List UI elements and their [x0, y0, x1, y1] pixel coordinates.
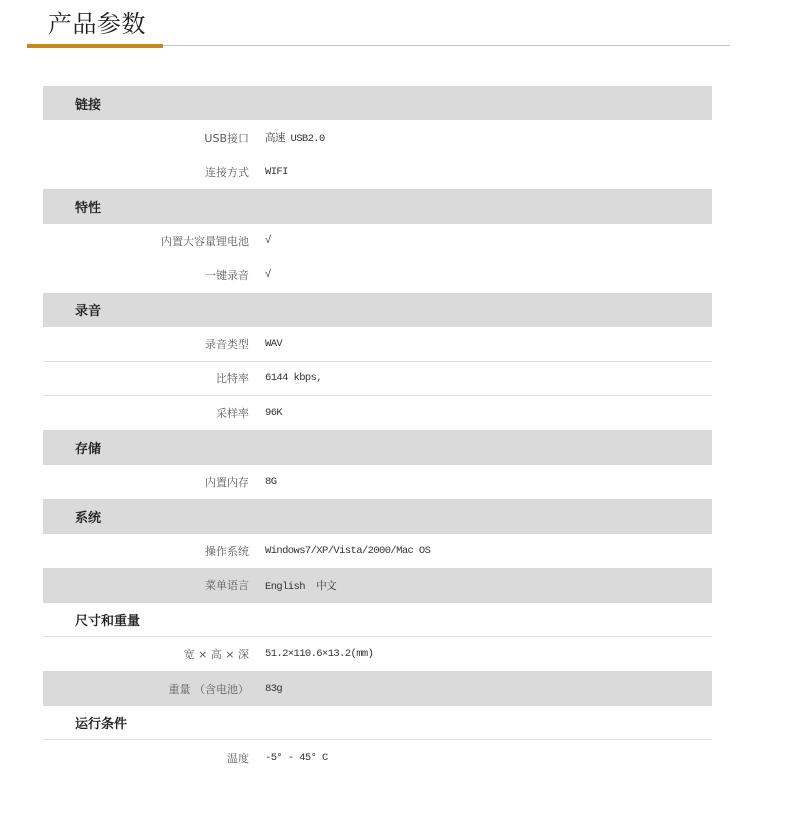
spec-label: 宽 × 高 × 深 — [183, 648, 249, 662]
section-title: 特性 — [75, 201, 102, 217]
section-header-size-weight — [43, 603, 712, 637]
page-title: 产品参数 — [48, 10, 146, 38]
title-accent-bar — [27, 44, 163, 48]
spec-row-temperature — [43, 740, 712, 774]
check-mark: √ — [265, 234, 271, 247]
spec-label: 录音类型 — [205, 337, 249, 351]
spec-row-internal-memory — [43, 465, 712, 499]
spec-row-dimensions — [43, 637, 712, 671]
spec-value: 51.2×110.6×13.2(mm) — [265, 648, 374, 661]
section-header-recording — [43, 293, 712, 327]
section-title: 系统 — [75, 510, 102, 526]
spec-label: 菜单语言 — [205, 579, 249, 593]
spec-row-menu-language — [43, 568, 712, 602]
spec-row-bitrate — [43, 362, 712, 396]
spec-label: 内置大容量锂电池 — [161, 234, 249, 248]
spec-row-weight — [43, 671, 712, 705]
spec-row-battery — [43, 224, 712, 258]
spec-row-sample-rate — [43, 396, 712, 430]
section-title: 链接 — [75, 97, 102, 113]
spec-value: Windows7/XP/Vista/2000/Mac OS — [265, 544, 431, 557]
spec-value: WAV — [265, 337, 283, 350]
spec-value: 8G — [265, 476, 277, 489]
spec-label: 比特率 — [216, 372, 249, 386]
section-header-system — [43, 499, 712, 533]
spec-label: 重量 （含电池） — [168, 682, 249, 696]
check-mark: √ — [265, 269, 271, 282]
spec-table — [43, 86, 712, 775]
spec-value: -5° - 45° C — [265, 751, 328, 764]
section-title: 存储 — [75, 442, 102, 458]
section-title: 尺寸和重量 — [75, 613, 141, 629]
section-title: 运行条件 — [75, 717, 128, 733]
spec-value: 96K — [265, 407, 283, 420]
spec-label: 内置内存 — [205, 476, 249, 490]
spec-value: 6144 kbps, — [265, 372, 323, 385]
title-divider — [163, 45, 730, 46]
section-title: 录音 — [75, 304, 102, 320]
spec-row-operating-system — [43, 534, 712, 568]
spec-value: WIFI — [265, 166, 288, 179]
section-header-storage — [43, 430, 712, 464]
section-header-connection — [43, 86, 712, 120]
section-header-operating-conditions — [43, 706, 712, 740]
spec-row-one-touch-record — [43, 258, 712, 292]
spec-row-usb-interface — [43, 120, 712, 154]
spec-value: English 中文 — [265, 580, 337, 593]
spec-value: 83g — [265, 682, 283, 695]
spec-label: 采样率 — [216, 407, 249, 421]
spec-row-connection-method — [43, 155, 712, 189]
spec-label: 操作系统 — [205, 544, 249, 558]
spec-value: 高速 USB2.0 — [265, 133, 325, 146]
spec-label: 连接方式 — [205, 166, 249, 180]
spec-label: 温度 — [227, 751, 249, 765]
spec-label: 一键录音 — [205, 269, 249, 283]
spec-label: USB接口 — [204, 131, 249, 145]
section-header-features — [43, 189, 712, 223]
spec-row-recording-type — [43, 327, 712, 361]
